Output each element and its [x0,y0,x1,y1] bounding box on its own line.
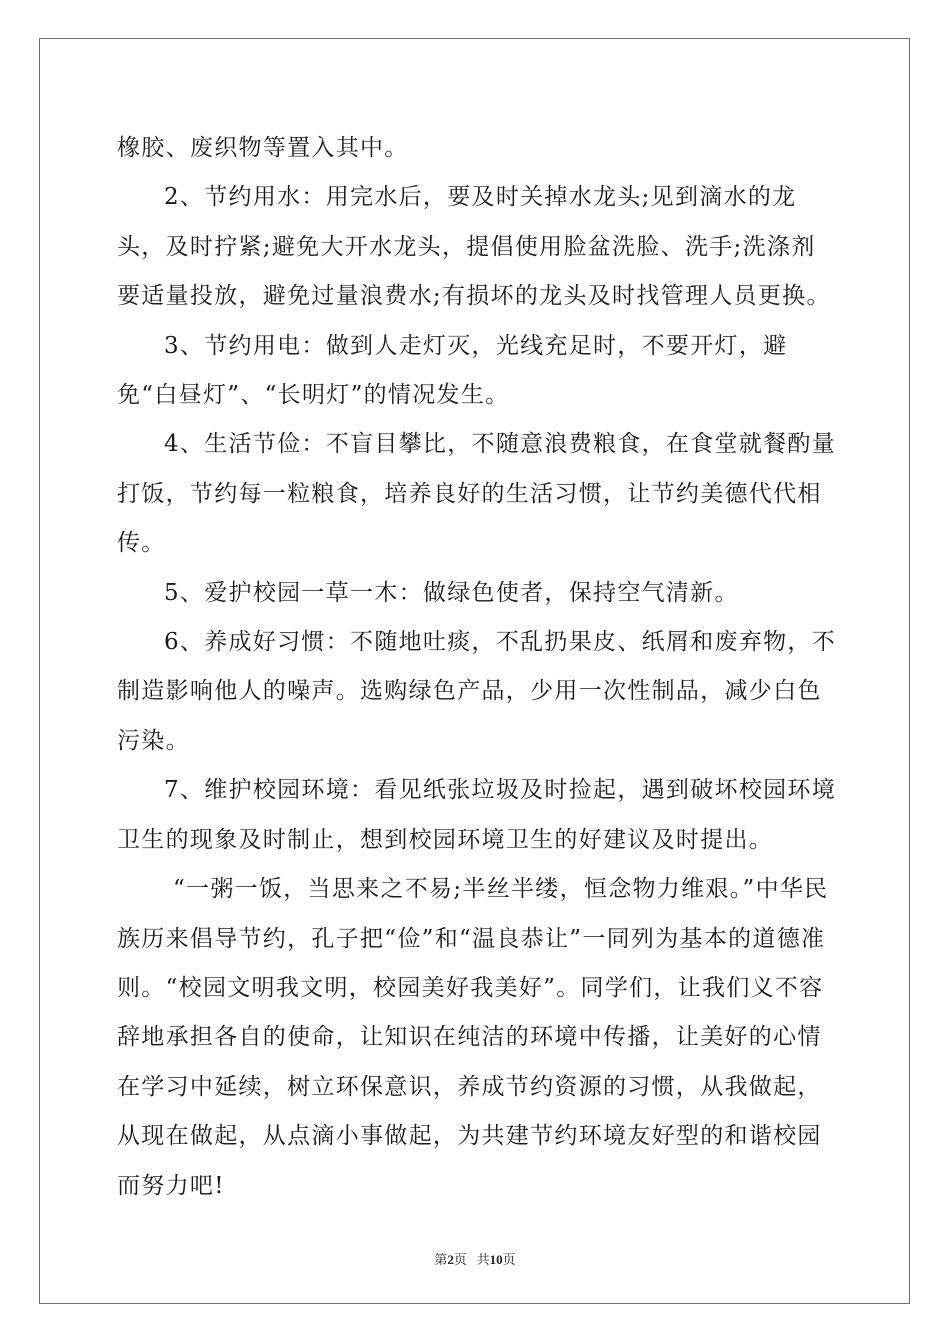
footer-total-unit: 页 [502,1252,516,1267]
paragraph-8: “一粥一饭，当思来之不易;半丝半缕，恒念物力维艰。”中华民族历来倡导节约，孔子把“俭”和“温良恭让”一同列为基本的道德准则。“校园文明我文明，校园美好我美好”。同学们，让我们义不容辞地承担各自的使命，让知识在纯洁的环境中传播，让美好的心情在学习中延续，树立环保意识，养成节约资源的习惯，从我做起，从现在做起，从点滴小事做起，为共建节约环境友好型的和谐校园而努力吧! [117,876,829,1199]
page-number-footer [0,1249,950,1268]
footer-total-prefix: 共 [476,1252,490,1267]
footer-prefix: 第 [434,1252,448,1267]
document-body [117,124,837,1211]
current-page-number: 2 [447,1252,454,1267]
paragraph-7: 7、维护校园环境：看见纸张垃圾及时捡起，遇到破坏校园环境卫生的现象及时制止，想到校园环境卫生的好建议及时提出。 [117,777,837,853]
paragraph-6: 6、养成好习惯：不随地吐痰，不乱扔果皮、纸屑和废弃物，不制造影响他人的噪声。选购绿色产品，少用一次性制品，减少白色污染。 [117,629,837,754]
paragraph-4: 4、生活节俭：不盲目攀比，不随意浪费粮食，在食堂就餐酌量打饭，节约每一粒粮食，培养良好的生活习惯，让节约美德代代相传。 [117,431,837,557]
paragraph-5: 5、爱护校园一草一木：做绿色使者，保持空气清新。 [164,579,739,606]
paragraph-3: 3、节约用电：做到人走灯灭，光线充足时，不要开灯，避免“白昼灯”、“长明灯”的情况发生。 [117,332,788,409]
paragraph-2: 2、节约用水：用完水后，要及时关掉水龙头;见到滴水的龙头，及时拧紧;避免大开水龙头，提倡使用脸盆洗脸、洗手;洗涤剂要适量投放，避免过量浪费水;有损坏的龙头及时找管理人员更换。 [117,184,831,310]
total-pages-number: 10 [489,1252,503,1267]
footer-page-unit: 页 [453,1252,467,1267]
paragraph-1: 橡胶、废织物等置入其中。 [117,135,409,161]
